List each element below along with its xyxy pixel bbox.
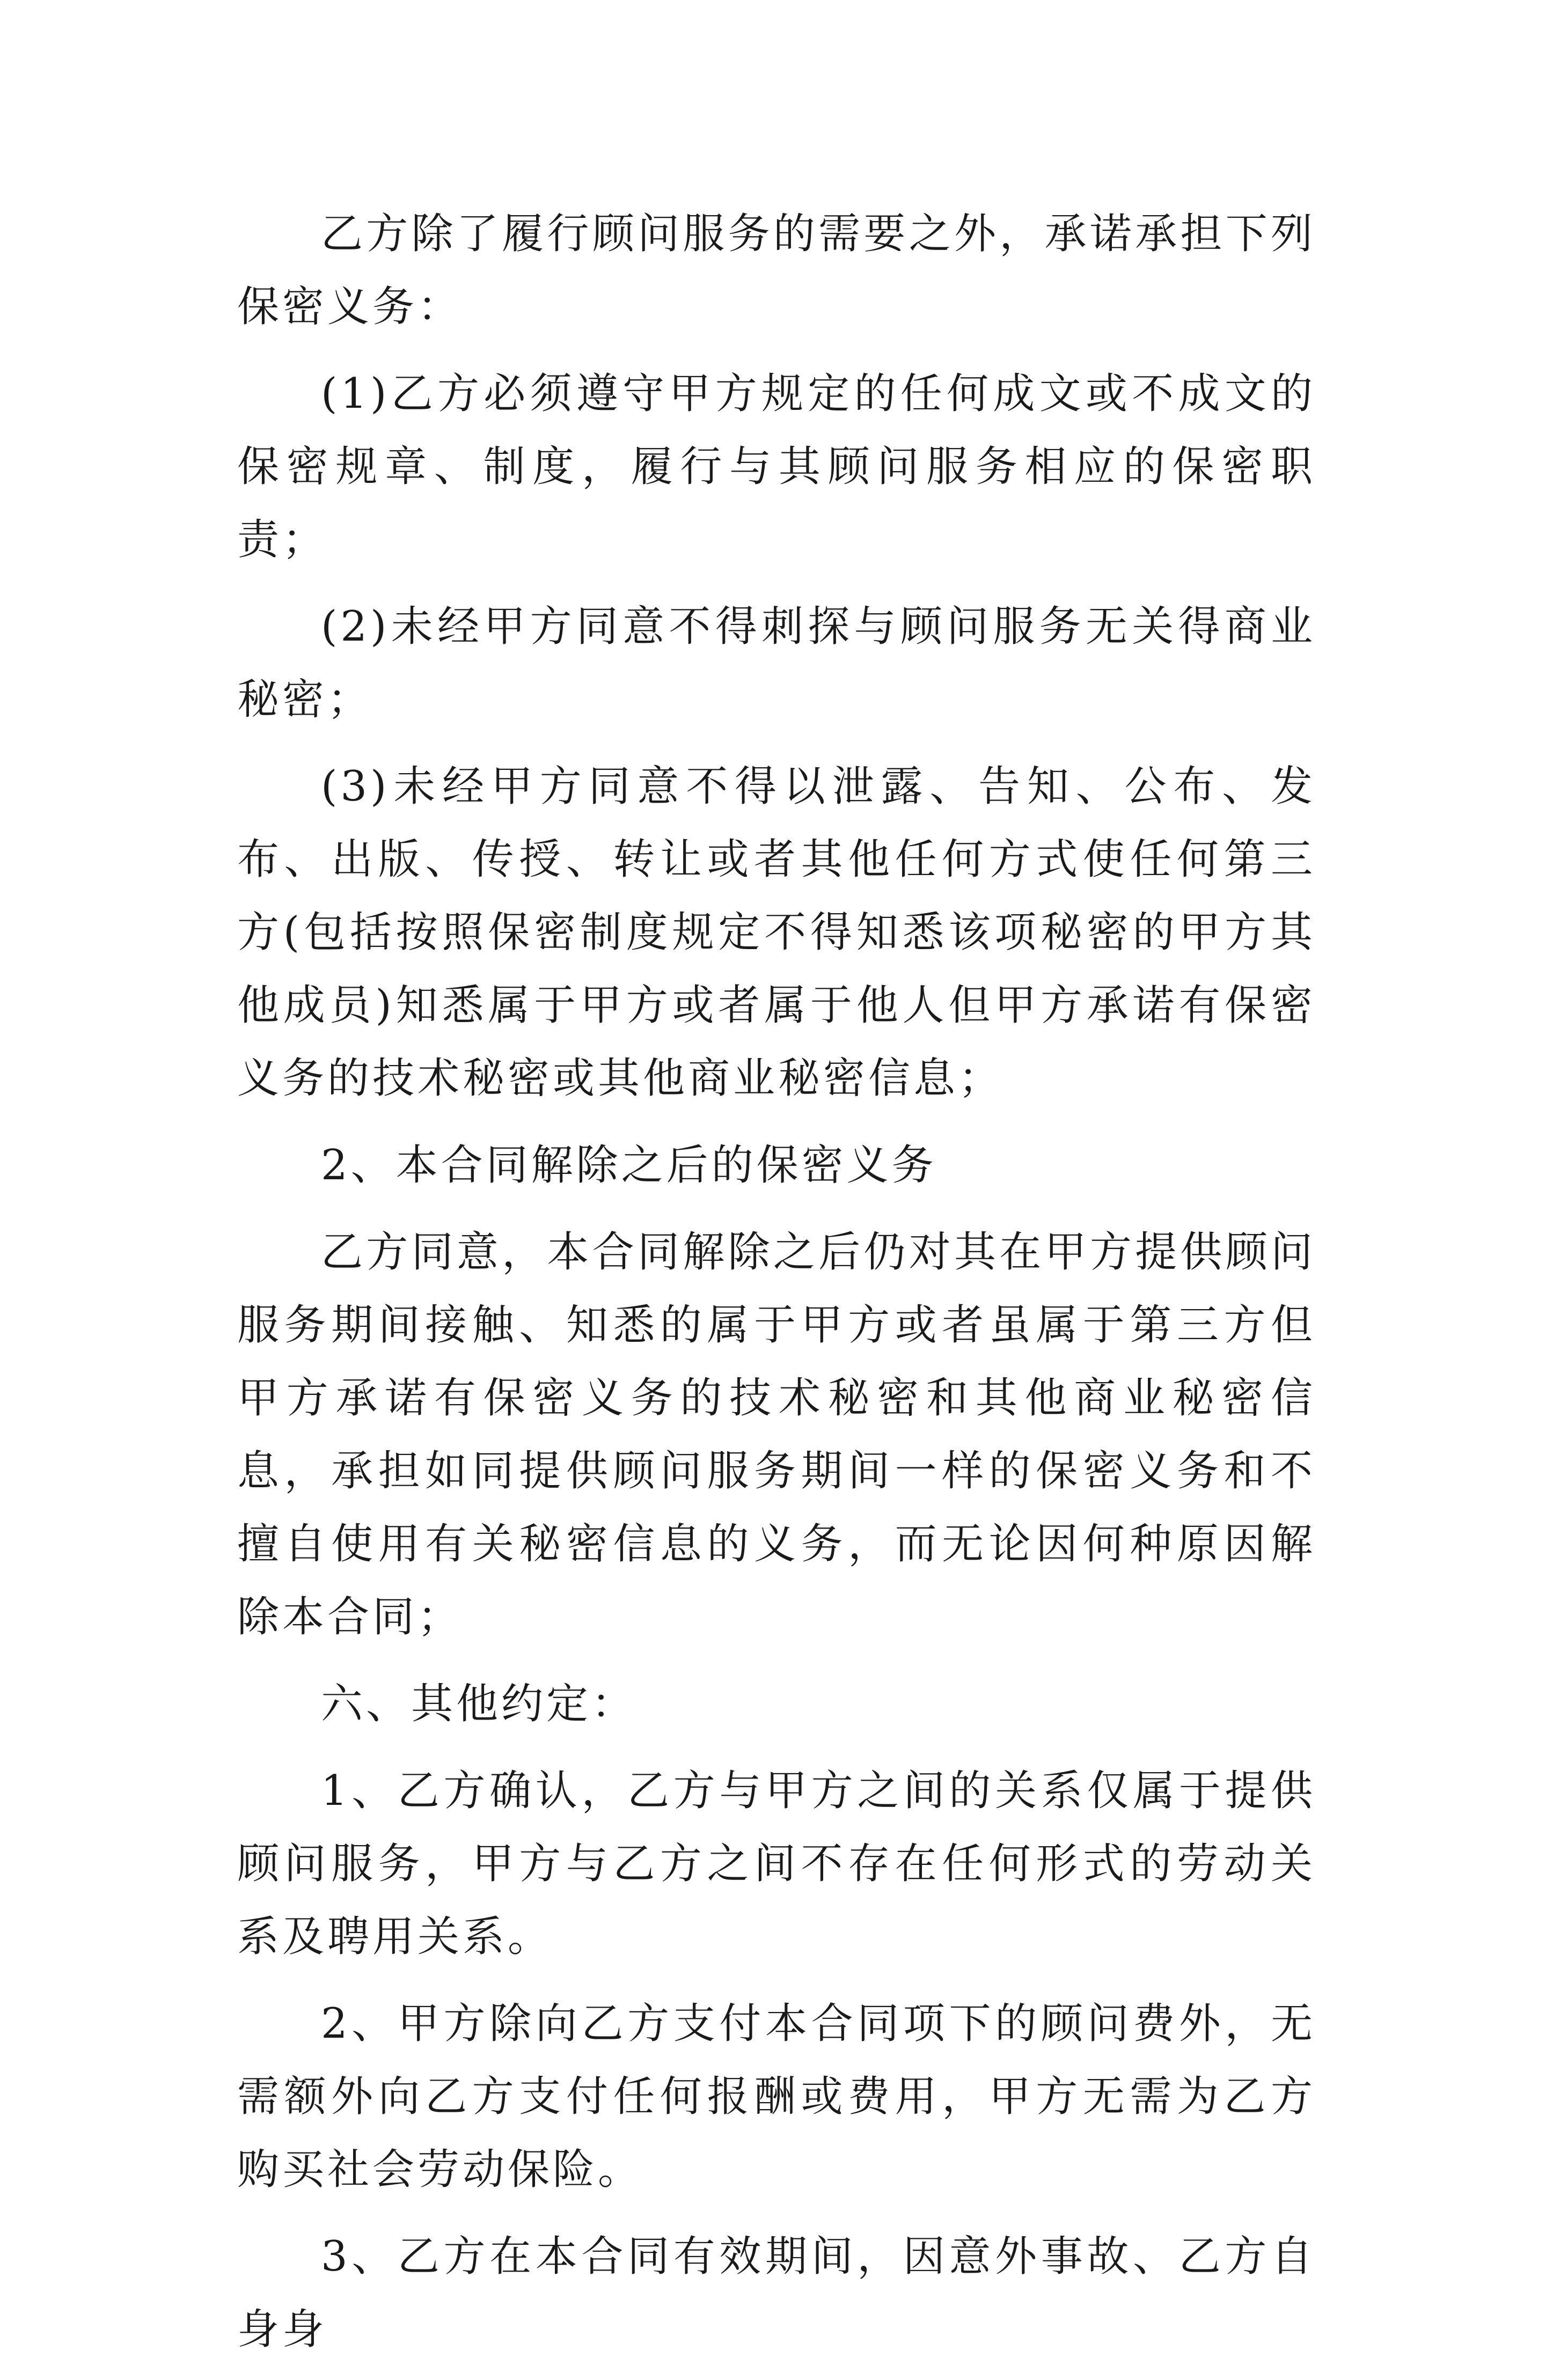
paragraph-obligation-2: (2)未经甲方同意不得刺探与顾问服务无关得商业秘密； [237, 603, 1316, 724]
paragraph-other-term-1: 1、乙方确认，乙方与甲方之间的关系仅属于提供顾问服务，甲方与乙方之间不存在任何形式的劳动关系及聘用关系。 [237, 1767, 1316, 1961]
paragraph-confidentiality-intro: 乙方除了履行顾问服务的需要之外，承诺承担下列保密义务： [237, 210, 1316, 331]
paragraph-post-termination: 乙方同意，本合同解除之后仍对其在甲方提供顾问服务期间接触、知悉的属于甲方或者虽属于第三方但甲方承诺有保密义务的技术秘密和其他商业秘密信息，承担如同提供顾问服务期间一样的保密义务和不擅自使用有关秘密信息的义务，而无论因何种原因解除本合同； [237, 1228, 1316, 1641]
section-heading-post-termination: 2、本合同解除之后的保密义务 [321, 1141, 937, 1189]
paragraph-obligation-1: (1)乙方必须遵守甲方规定的任何成文或不成文的保密规章、制度，履行与其顾问服务相应的保密职责； [237, 370, 1316, 564]
section-heading-other-terms: 六、其他约定： [321, 1680, 637, 1728]
paragraph-obligation-3: (3)未经甲方同意不得以泄露、告知、公布、发布、出版、传授、转让或者其他任何方式使任何第三方(包括按照保密制度规定不得知悉该项秘密的甲方其他成员)知悉属于甲方或者属于他人但甲方承诺有保密义务的技术秘密或其他商业秘密信息； [237, 762, 1316, 1103]
paragraph-other-term-3: 3、乙方在本合同有效期间，因意外事故、乙方自身身 [237, 2232, 1316, 2354]
paragraph-other-term-2: 2、甲方除向乙方支付本合同项下的顾问费外，无需额外向乙方支付任何报酬或费用，甲方无需为乙方购买社会劳动保险。 [237, 2000, 1316, 2194]
document-body [237, 197, 1316, 2380]
